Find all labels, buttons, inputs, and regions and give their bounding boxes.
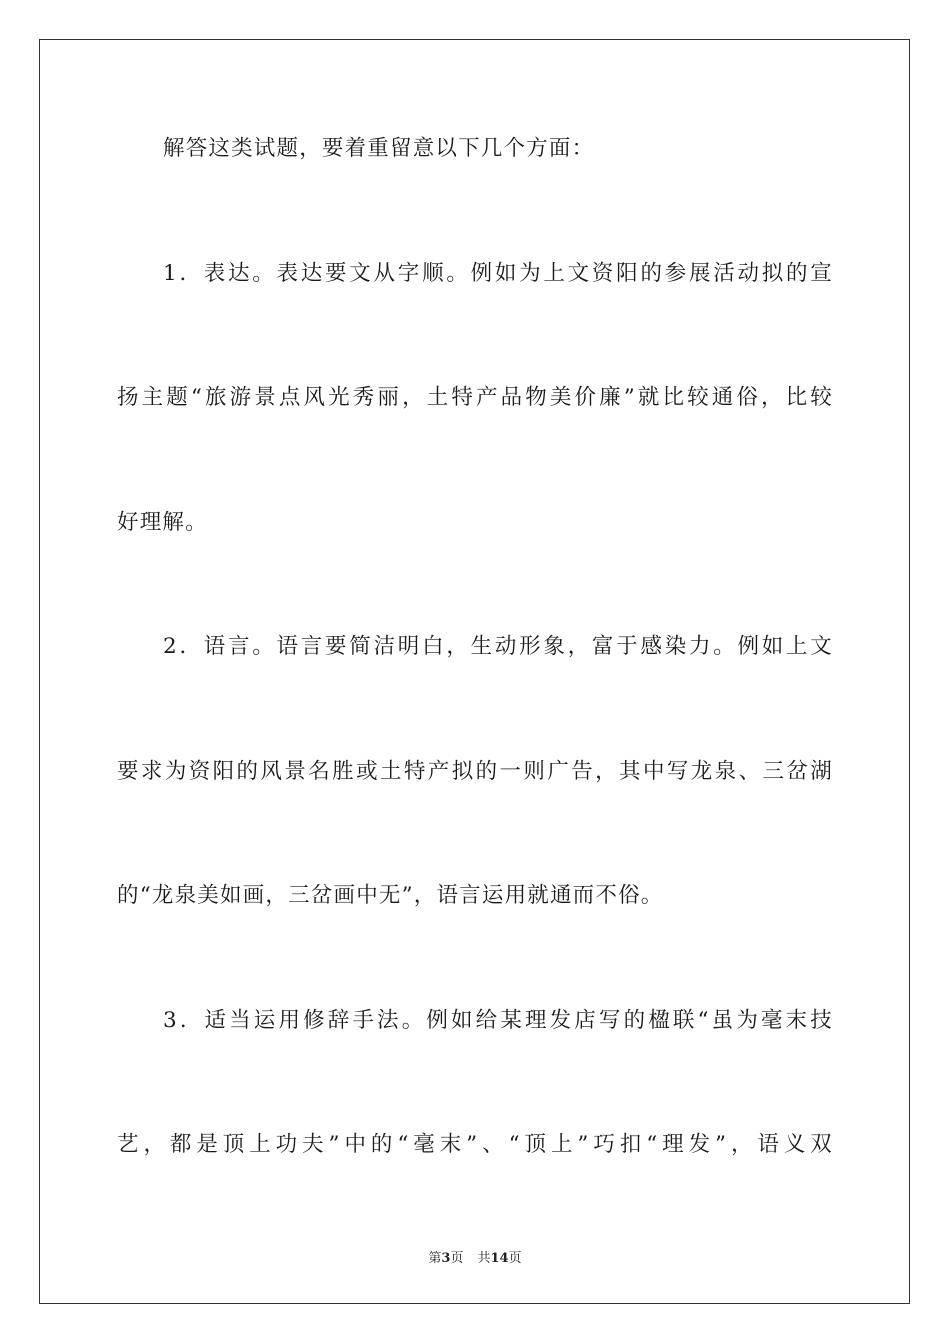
- current-page-number: 3: [441, 1251, 451, 1266]
- paragraph-1-line-3: 好理解。: [117, 510, 208, 535]
- total-prefix: 共: [477, 1251, 491, 1266]
- paragraph-2-line-3: 的“龙泉美如画，三岔画中无”，语言运用就通而不俗。: [117, 883, 664, 908]
- page-border: [39, 39, 910, 1304]
- page-footer: [0, 1247, 950, 1266]
- paragraph-3-line-1: 3．适当运用修辞手法。例如给某理发店写的楹联“虽为毫末技: [163, 1008, 833, 1033]
- total-page-count: 14: [490, 1251, 509, 1266]
- total-suffix: 页: [508, 1251, 522, 1266]
- paragraph-2-line-2: 要求为资阳的风景名胜或土特产拟的一则广告，其中写龙泉、三岔湖: [117, 759, 833, 784]
- paragraph-intro: 解答这类试题，要着重留意以下几个方面：: [163, 136, 595, 161]
- paragraph-1-line-2: 扬主题“旅游景点风光秀丽，土特产品物美价廉”就比较通俗，比较: [117, 385, 833, 410]
- page-prefix: 第: [428, 1251, 442, 1266]
- paragraph-1-line-1: 1．表达。表达要文从字顺。例如为上文资阳的参展活动拟的宣: [163, 261, 833, 286]
- paragraph-2-line-1: 2．语言。语言要简洁明白，生动形象，富于感染力。例如上文: [163, 634, 833, 659]
- page-suffix: 页: [450, 1251, 464, 1266]
- paragraph-3-line-2: 艺，都是顶上功夫”中的“毫末”、“顶上”巧扣“理发”，语义双: [117, 1132, 833, 1157]
